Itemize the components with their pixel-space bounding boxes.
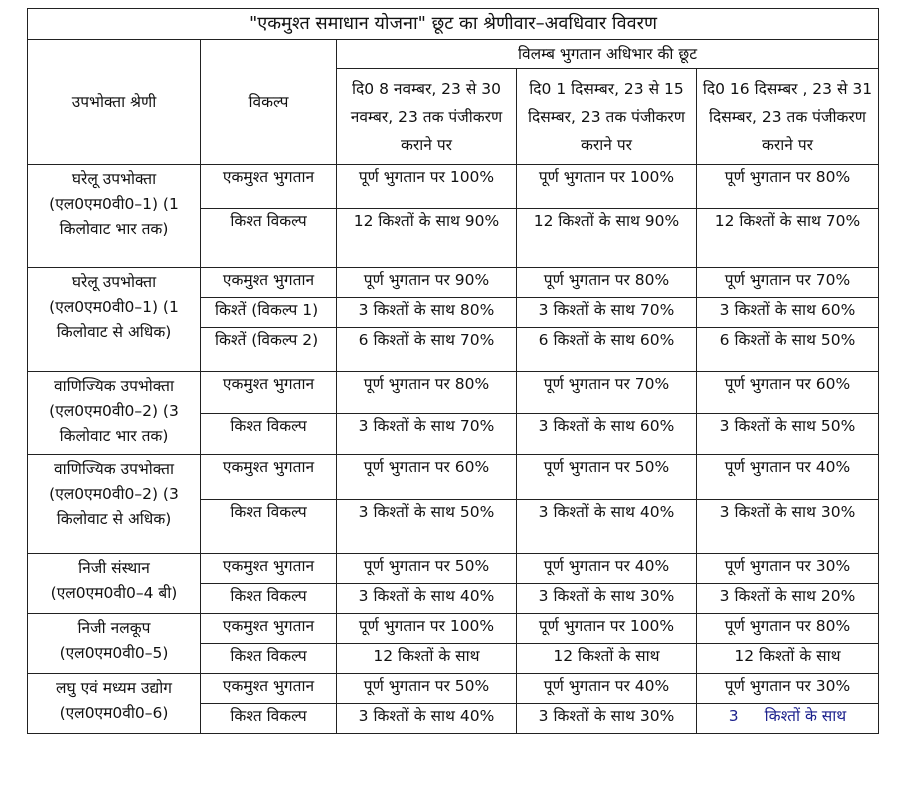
value-cell: 12 किश्तों के साथ 90% — [337, 209, 517, 268]
value-cell: 6 किश्तों के साथ 70% — [337, 328, 517, 372]
table-row — [28, 614, 879, 644]
category-cell: निजी संस्थान (एल0एम0वी0–4 बी) — [28, 554, 201, 614]
value-cell: पूर्ण भुगतान पर 50% — [337, 554, 517, 584]
header-category: उपभोक्ता श्रेणी — [28, 40, 201, 165]
value-cell: 3 किश्तों के साथ 70% — [337, 414, 517, 455]
option-cell: किश्तें (विकल्प 2) — [201, 328, 337, 372]
value-cell: 12 किश्तों के साथ — [697, 644, 879, 674]
value-cell: 3 किश्तों के साथ 40% — [337, 704, 517, 734]
value-cell: पूर्ण भुगतान पर 100% — [337, 165, 517, 209]
value-cell: पूर्ण भुगतान पर 60% — [337, 455, 517, 500]
option-cell: किश्त विकल्प — [201, 414, 337, 455]
category-cell: घरेलू उपभोक्ता (एल0एम0वी0–1) (1 किलोवाट भार तक) — [28, 165, 201, 268]
value-cell: 6 किश्तों के साथ 50% — [697, 328, 879, 372]
option-cell: किश्त विकल्प — [201, 500, 337, 554]
value-cell: पूर्ण भुगतान पर 50% — [337, 674, 517, 704]
option-cell: किश्त विकल्प — [201, 584, 337, 614]
value-cell: पूर्ण भुगतान पर 90% — [337, 268, 517, 298]
value-cell: 3 किश्तों के साथ 50% — [697, 414, 879, 455]
header-period-2: दि0 1 दिसम्बर, 23 से 15 दिसम्बर, 23 तक पंजीकरण कराने पर — [517, 69, 697, 165]
option-cell: एकमुश्त भुगतान — [201, 165, 337, 209]
value-cell: पूर्ण भुगतान पर 70% — [517, 372, 697, 414]
table-row — [28, 165, 879, 209]
option-cell: एकमुश्त भुगतान — [201, 554, 337, 584]
value-cell: पूर्ण भुगतान पर 100% — [517, 614, 697, 644]
value-cell: पूर्ण भुगतान पर 60% — [697, 372, 879, 414]
option-cell: किश्त विकल्प — [201, 209, 337, 268]
value-cell: 3 किश्तों के साथ 30% — [517, 704, 697, 734]
value-cell: पूर्ण भुगतान पर 100% — [337, 614, 517, 644]
value-cell: पूर्ण भुगतान पर 40% — [517, 674, 697, 704]
header-option: विकल्प — [201, 40, 337, 165]
value-cell: पूर्ण भुगतान पर 80% — [517, 268, 697, 298]
table-row — [28, 372, 879, 414]
option-cell: किश्त विकल्प — [201, 704, 337, 734]
value-cell: पूर्ण भुगतान पर 50% — [517, 455, 697, 500]
value-cell: 3 किश्तों के साथ 30% — [517, 584, 697, 614]
value-cell: पूर्ण भुगतान पर 30% — [697, 554, 879, 584]
value-cell: 12 किश्तों के साथ — [337, 644, 517, 674]
value-cell: 3 किश्तों के साथ 40% — [517, 500, 697, 554]
option-cell: एकमुश्त भुगतान — [201, 614, 337, 644]
category-cell: वाणिज्यिक उपभोक्ता (एल0एम0वी0–2) (3 किलोवाट भार तक) — [28, 372, 201, 455]
value-cell: पूर्ण भुगतान पर 30% — [697, 674, 879, 704]
value-cell: पूर्ण भुगतान पर 80% — [697, 165, 879, 209]
value-cell: पूर्ण भुगतान पर 80% — [697, 614, 879, 644]
value-cell: पूर्ण भुगतान पर 40% — [517, 554, 697, 584]
value-cell: 3 किश्तों के साथ 60% — [517, 414, 697, 455]
value-cell: 12 किश्तों के साथ — [517, 644, 697, 674]
value-cell: 3 किश्तों के साथ 60% — [697, 298, 879, 328]
value-cell: पूर्ण भुगतान पर 40% — [697, 455, 879, 500]
value-cell: पूर्ण भुगतान पर 80% — [337, 372, 517, 414]
category-cell: घरेलू उपभोक्ता (एल0एम0वी0–1) (1 किलोवाट से अधिक) — [28, 268, 201, 372]
table-row — [28, 554, 879, 584]
installment-text: किश्तों के साथ — [764, 707, 847, 725]
table-row — [28, 455, 879, 500]
value-cell: 12 किश्तों के साथ 90% — [517, 209, 697, 268]
table-row — [28, 268, 879, 298]
value-cell: 12 किश्तों के साथ 70% — [697, 209, 879, 268]
value-cell: 3 किश्तों के साथ 70% — [517, 298, 697, 328]
value-cell: 3 किश्तों के साथ 40% — [337, 584, 517, 614]
value-cell: पूर्ण भुगतान पर 70% — [697, 268, 879, 298]
header-surcharge-waiver: विलम्ब भुगतान अधिभार की छूट — [337, 40, 879, 69]
option-cell: एकमुश्त भुगतान — [201, 674, 337, 704]
installment-count: 3 — [728, 707, 739, 725]
category-cell: लघु एवं मध्यम उद्योग (एल0एम0वी0–6) — [28, 674, 201, 734]
value-cell: 6 किश्तों के साथ 60% — [517, 328, 697, 372]
value-cell: 3 किश्तों के साथ 50% — [337, 500, 517, 554]
table-row — [28, 674, 879, 704]
value-cell: 3 किश्तों के साथ 80% — [337, 298, 517, 328]
option-cell: एकमुश्त भुगतान — [201, 268, 337, 298]
category-cell: वाणिज्यिक उपभोक्ता (एल0एम0वी0–2) (3 किलोवाट से अधिक) — [28, 455, 201, 554]
value-cell: 3 किश्तों के साथ 20% — [697, 584, 879, 614]
value-cell — [697, 704, 879, 734]
table-title: "एकमुश्त समाधान योजना" छूट का श्रेणीवार–अवधिवार विवरण — [28, 9, 879, 40]
scheme-table — [27, 8, 879, 734]
option-cell: एकमुश्त भुगतान — [201, 372, 337, 414]
option-cell: किश्त विकल्प — [201, 644, 337, 674]
header-period-3: दि0 16 दिसम्बर , 23 से 31 दिसम्बर, 23 तक पंजीकरण कराने पर — [697, 69, 879, 165]
option-cell: किश्तें (विकल्प 1) — [201, 298, 337, 328]
category-cell: निजी नलकूप (एल0एम0वी0–5) — [28, 614, 201, 674]
header-period-1: दि0 8 नवम्बर, 23 से 30 नवम्बर, 23 तक पंजीकरण कराने पर — [337, 69, 517, 165]
value-cell: पूर्ण भुगतान पर 100% — [517, 165, 697, 209]
option-cell: एकमुश्त भुगतान — [201, 455, 337, 500]
value-cell: 3 किश्तों के साथ 30% — [697, 500, 879, 554]
